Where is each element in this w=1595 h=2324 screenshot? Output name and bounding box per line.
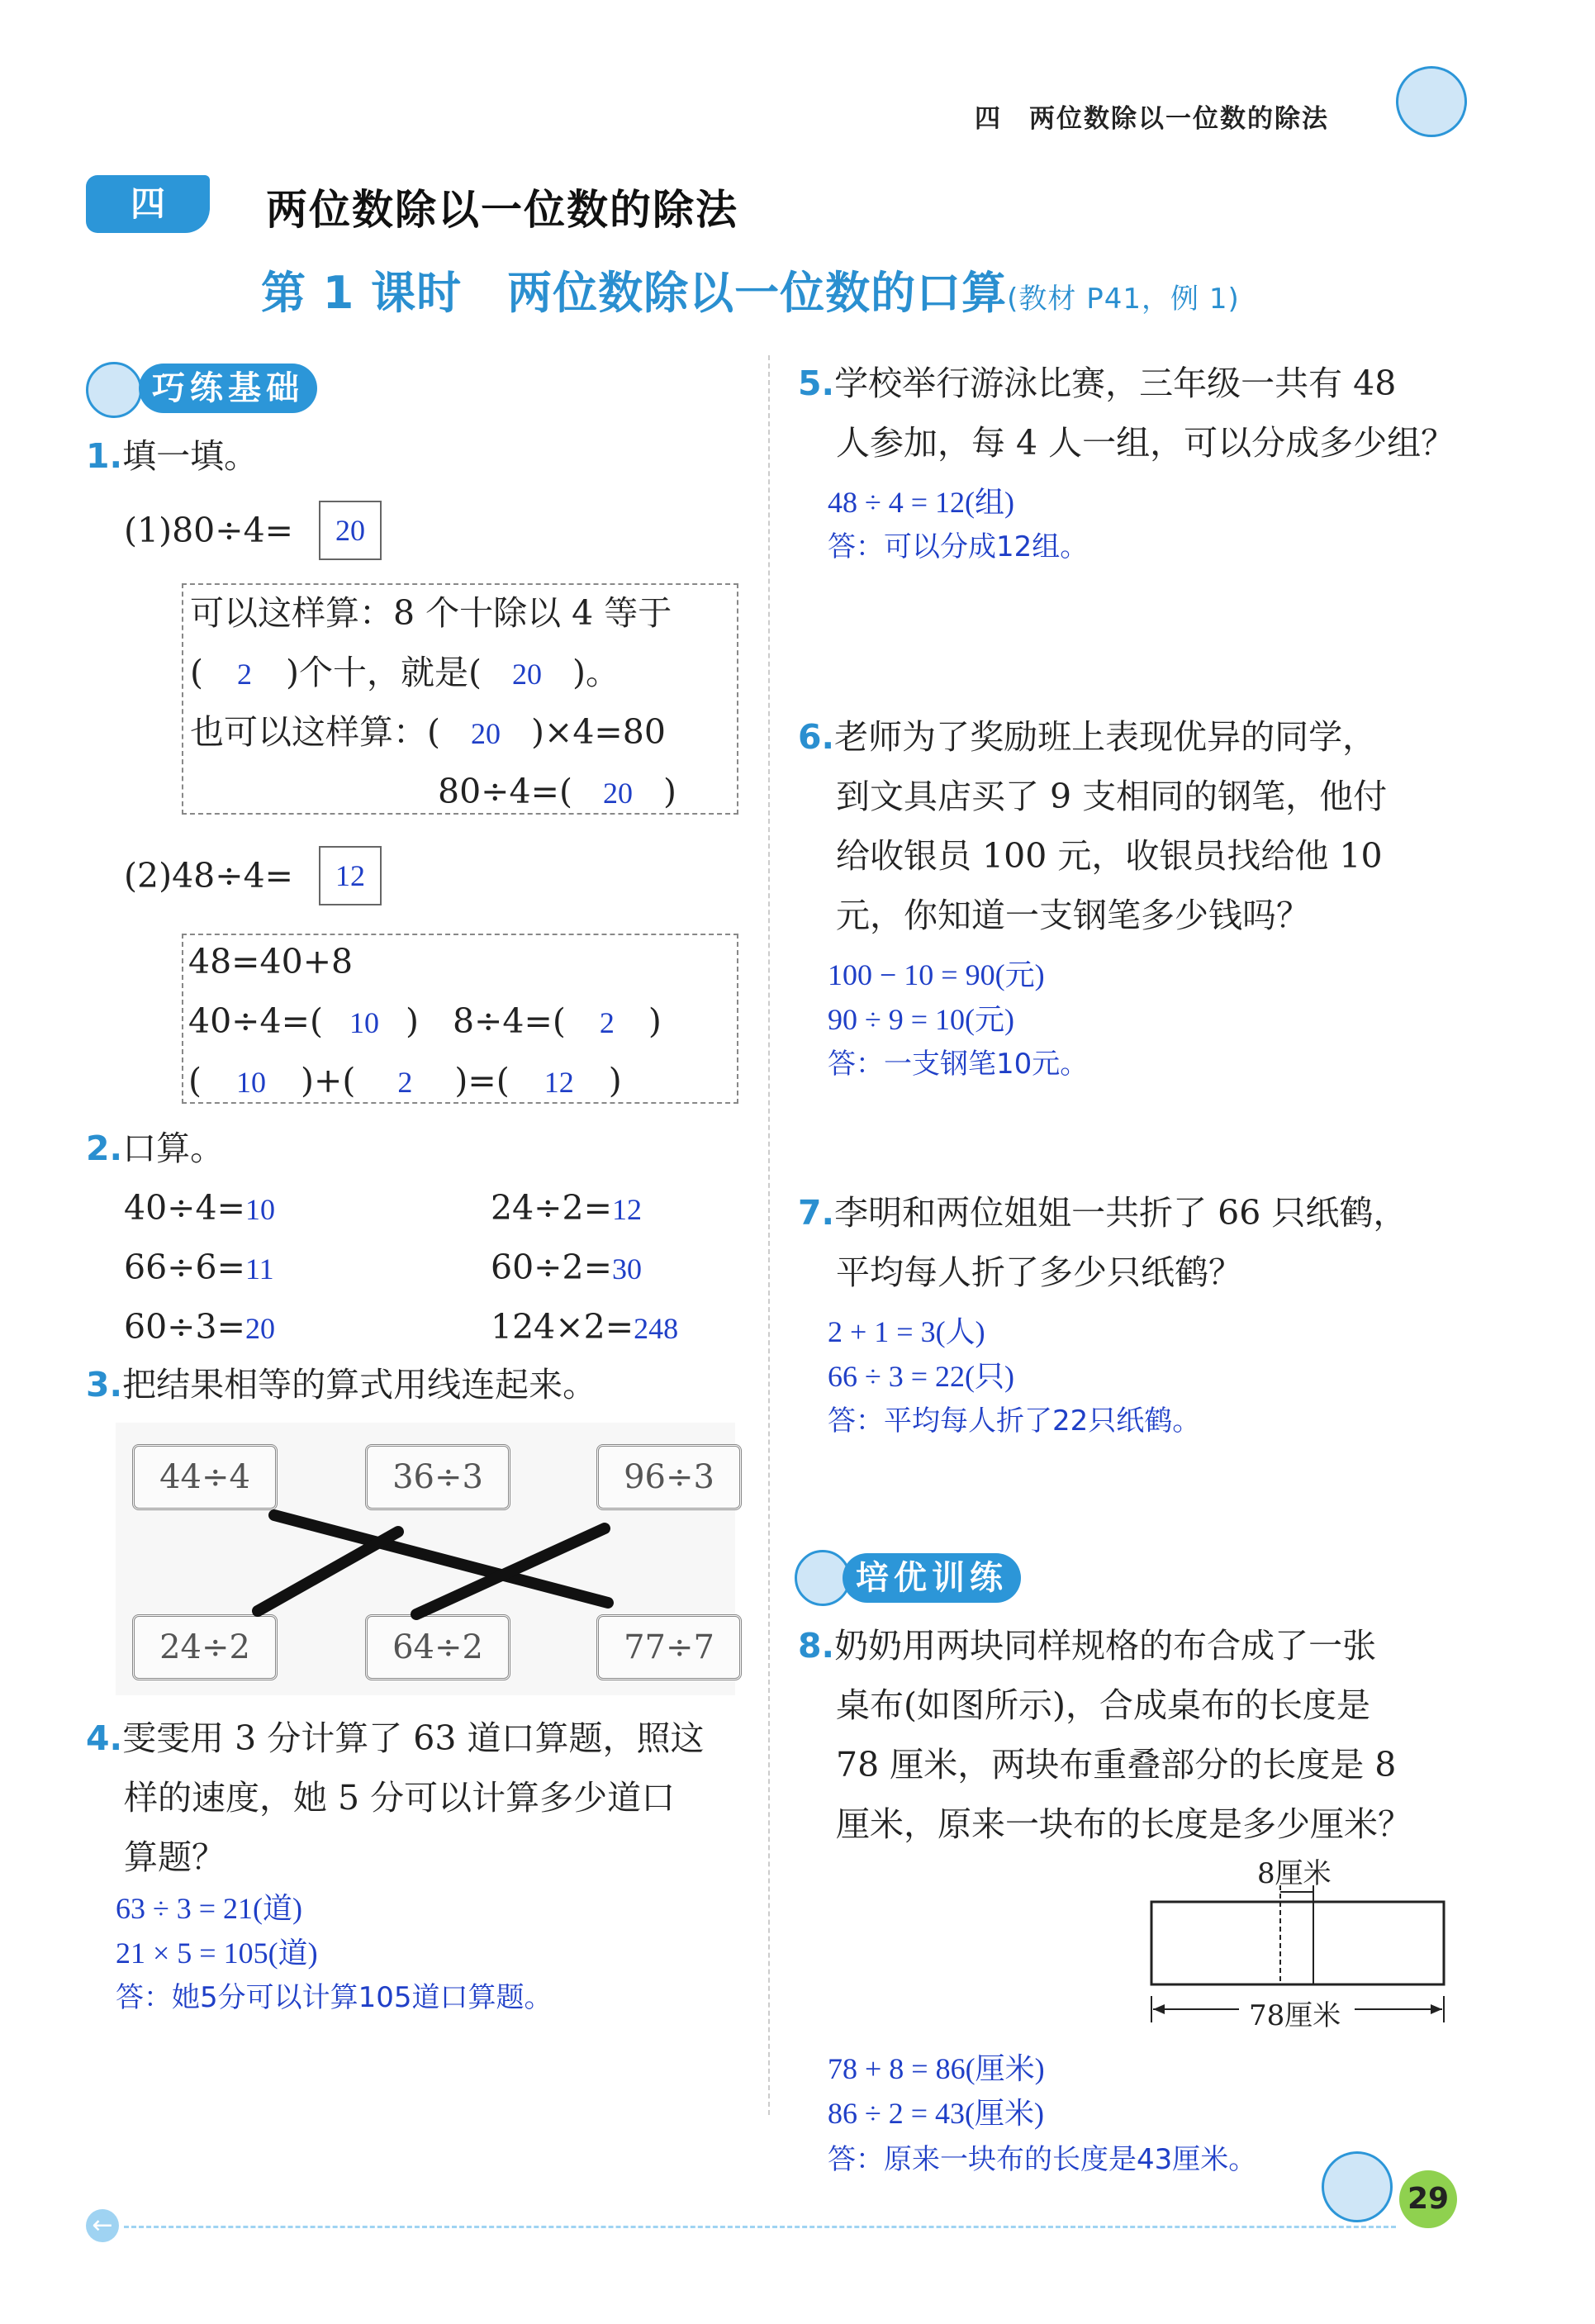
match-card-top-2: 96÷3 [596,1444,742,1510]
q1-p2-ans-c: 10 [236,1066,266,1099]
q6-line-3: 元，你知道一支钢笔多少钱吗？ [836,896,1310,935]
q4-number: 4. [86,1718,123,1758]
arrowhead-left [1153,2004,1165,2014]
q7-line-0 [798,1183,1407,1243]
q2-ans: 30 [611,1252,642,1286]
q5-answer-0: 48 ÷ 4 = 12(组) [828,486,1015,519]
rabbit-mascot-icon [1322,2151,1393,2222]
q2-expr: 60÷3= [124,1307,245,1347]
match-line-44-77 [274,1515,608,1603]
q2-item-5 [491,1297,678,1358]
match-card-bottom-2: 77÷7 [596,1614,742,1680]
q5-line-1: 人参加，每 4 人一组，可以分成多少组？ [836,423,1455,463]
running-head: 四 两位数除以一位数的除法 [975,104,1329,134]
q1-p1-line2b: )个十，就是( [286,653,482,692]
q1-p1-line4 [438,762,676,823]
q6-answer-2: 答：一支钢笔10元。 [828,1048,1089,1081]
q4-answer-0: 63 ÷ 3 = 21(道) [116,1892,303,1925]
q1-p1-answer-box: 20 [319,501,382,560]
q1-p2-ans-b: 2 [599,1006,615,1039]
q1-p1-expr: (1)80÷4= [124,511,294,550]
tablecloth-rect [1151,1902,1444,1984]
q8-line-1: 桌布(如图所示)，合成桌布的长度是 [836,1685,1370,1725]
q2-title [86,1119,224,1178]
section-advanced: 培优训练 [843,1553,1021,1603]
q1-p1-line2a: ( [190,653,203,692]
unit-badge: 四 [86,175,210,233]
q1-p2-line1: 48=40+8 [188,942,354,981]
match-card-top-1: 36÷3 [365,1444,510,1510]
q6-line-0 [798,707,1376,767]
q5-answer-1: 答：可以分成12组。 [828,530,1089,563]
lesson-ref: (教材 P41，例 1) [1007,283,1240,316]
q1-p2-ans-d: 2 [397,1066,413,1099]
q1-p1-line2c: )。 [572,653,619,692]
q6-answer-0: 100 − 10 = 90(元) [828,958,1045,991]
q3-text: 把结果相等的算式用线连起来。 [122,1365,597,1404]
q7-text: 李明和两位姐姐一共折了 66 只纸鹤， [834,1193,1407,1233]
q7-answer-2: 答：平均每人折了22只纸鹤。 [828,1404,1201,1438]
q6-number: 6. [798,717,835,757]
q1-p2-ans-e: 12 [544,1066,574,1099]
q5-number: 5. [798,364,835,403]
q8-line-0 [798,1616,1376,1675]
q1-p2-line2 [188,991,662,1053]
q1-p2-line3a: ( [188,1061,202,1100]
q7-number: 7. [798,1193,835,1233]
footer-arrow-icon: ← [86,2209,119,2242]
q3-number: 3. [86,1365,123,1404]
q1-number: 1. [86,436,123,476]
unit-title: 两位数除以一位数的除法 [266,186,738,234]
q2-expr: 124×2= [491,1307,634,1347]
q6-line-2: 给收银员 100 元，收银员找给他 10 [836,836,1383,876]
q1-p2-line3c: )=( [454,1061,510,1100]
q1-p1-ans-a: 2 [237,658,252,691]
q1-p2-line2b: ) 8÷4=( [405,1001,566,1041]
lesson-title-text: 第 1 课时 两位数除以一位数的口算 [261,267,1008,319]
pencil-mascot-icon [86,362,142,418]
q2-ans: 11 [244,1252,274,1286]
q7-answer-0: 2 + 1 = 3(人) [828,1315,985,1348]
q8-answer-0: 78 + 8 = 86(厘米) [828,2052,1045,2085]
q8-line-3: 厘米，原来一块布的长度是多少厘米？ [836,1804,1412,1844]
q6-text: 老师为了奖励班上表现优异的同学， [834,717,1377,757]
q2-expr: 24÷2= [491,1188,612,1228]
q1-p2-line3b: )+( [301,1061,356,1100]
q2-item-2 [124,1238,274,1299]
q3-title [86,1355,596,1414]
q2-ans: 248 [634,1312,679,1345]
q1-p1-line3b: )×4=80 [531,712,666,752]
column-divider [768,355,770,2115]
q2-ans: 10 [244,1193,275,1226]
q2-item-3 [491,1238,642,1299]
q1-p1-line3 [190,702,666,763]
q8-answer-2: 答：原来一块布的长度是43厘米。 [828,2143,1257,2176]
q2-text: 口算。 [122,1129,225,1168]
lesson-title [261,258,1240,321]
q1-p2-line2a: 40÷4=( [188,1001,323,1041]
q4-answer-1: 21 × 5 = 105(道) [116,1937,318,1970]
q7-answer-1: 66 ÷ 3 = 22(只) [828,1360,1015,1393]
q4-text: 雯雯用 3 分计算了 63 道口算题，照这 [122,1718,705,1758]
q6-line-1: 到文具店买了 9 支相同的钢笔，他付 [836,777,1388,816]
match-card-bottom-1: 64÷2 [365,1614,510,1680]
match-card-bottom-0: 24÷2 [132,1614,278,1680]
arrowhead-right [1431,2004,1442,2014]
q8-total-label: 78厘米 [1249,1999,1341,2032]
q1-p2-line2c: ) [648,1001,662,1041]
footer-dotted-line [124,2226,1396,2228]
q1-p1-line2 [190,643,619,704]
match-line-36-24 [258,1532,398,1611]
girl-mascot-icon [1396,66,1467,137]
q2-expr: 66÷6= [124,1248,245,1287]
q1-p1-ans-b: 20 [512,658,542,691]
q8-answer-1: 86 ÷ 2 = 43(厘米) [828,2097,1045,2130]
q6-answer-1: 90 ÷ 9 = 10(元) [828,1003,1015,1036]
q5-line-0 [798,354,1396,413]
q2-item-0 [124,1178,275,1239]
q4-line-2: 算题？ [124,1837,225,1877]
q2-ans: 20 [244,1312,275,1345]
q2-item-4 [124,1297,275,1358]
q8-line-2: 78 厘米，两块布重叠部分的长度是 8 [836,1745,1397,1785]
q1-text: 填一填。 [122,436,259,476]
q2-item-1 [491,1178,642,1239]
q7-line-1: 平均每人折了多少只纸鹤？ [836,1252,1242,1292]
q2-expr: 40÷4= [124,1188,245,1228]
q2-number: 2. [86,1129,123,1168]
q4-line-0 [86,1709,705,1768]
q1-p2-line3 [188,1051,622,1112]
q1-p1-ans-c: 20 [471,717,501,750]
q1-p1-line4a: 80÷4=( [438,772,572,811]
match-card-top-0: 44÷4 [132,1444,278,1510]
page-number: 29 [1399,2170,1457,2228]
q2-expr: 60÷2= [491,1248,612,1287]
match-line-96-64 [416,1528,605,1614]
matching-lines [116,1423,735,1695]
q1-p2-ans-a: 10 [349,1006,379,1039]
section-basic: 巧练基础 [139,364,317,413]
q2-ans: 12 [611,1193,642,1226]
q1-p2-answer-box: 12 [319,846,382,905]
q8-number: 8. [798,1626,835,1666]
q1-p1-line1: 可以这样算：8 个十除以 4 等于 [190,593,672,633]
q1-p2-expr: (2)48÷4= [124,856,294,896]
q1-p1-ans-d: 20 [602,777,633,810]
q4-answer-2: 答：她5分可以计算105道口算题。 [116,1981,553,2014]
q1-title [86,426,258,486]
q1-p2-line3d: ) [608,1061,622,1100]
q8-overlap-label: 8厘米 [1257,1857,1332,1890]
q5-text: 学校举行游泳比赛，三年级一共有 48 [834,364,1397,403]
q4-line-1: 样的速度，她 5 分可以计算多少道口 [124,1778,676,1818]
q8-text: 奶奶用两块同样规格的布合成了一张 [834,1626,1377,1666]
q1-p1-line4b: ) [662,772,676,811]
q1-p1-line3a: 也可以这样算：( [190,712,440,752]
